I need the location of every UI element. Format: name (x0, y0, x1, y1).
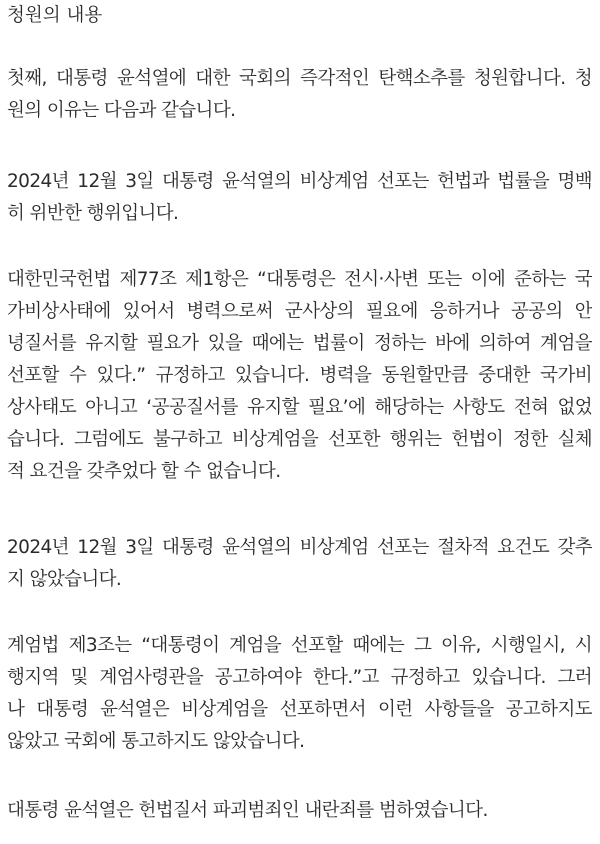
text-line: 원의 이유는 다음과 같습니다. (7, 100, 236, 121)
text-line: 대한민국헌법 제77조 제1항은 “대통령은 전시·사변 또는 이에 준하는 국 (7, 269, 592, 290)
text-line: 2024년 12월 3일 대통령 윤석열의 비상계엄 선포는 절차적 요건도 갖추 (7, 537, 592, 558)
text-line: 선포할 수 있다.” 규정하고 있습니다. 병력을 동원할만큼 중대한 국가비 (7, 365, 592, 386)
text-line: 계엄법 제3조는 “대통령이 계엄을 선포할 때에는 그 이유, 시행일시, 시 (7, 635, 592, 656)
text-line: 상사태도 아니고 ‘공공질서를 유지할 필요’에 해당하는 사항도 전혀 없었 (7, 397, 592, 418)
text-line: 지 않았습니다. (7, 569, 122, 590)
text-line: 첫째, 대통령 윤석열에 대한 국회의 즉각적인 탄핵소추를 청원합니다. 청 (7, 68, 592, 89)
text-line: 2024년 12월 3일 대통령 윤석열의 비상계엄 선포는 헌법과 법률을 명백 (7, 171, 592, 192)
text-line: 가비상사태에 있어서 병력으로써 군사상의 필요에 응하거나 공공의 안 (7, 301, 592, 322)
paragraph-martial-law-violation (7, 166, 592, 230)
paragraph-insurrection (7, 795, 592, 827)
text-line: 대통령 윤석열은 헌법질서 파괴범죄인 내란죄를 범하였습니다. (7, 800, 488, 821)
paragraph-martial-law-act-article-3 (7, 630, 592, 758)
section-heading: 청원의 내용 (7, 5, 103, 26)
paragraph-petition-request (7, 63, 592, 127)
text-line: 나 대통령 윤석열은 비상계엄을 선포하면서 이런 사항들을 공고하지도 (7, 699, 592, 720)
text-line: 습니다. 그럼에도 불구하고 비상계엄을 선포한 행위는 헌법이 정한 실체 (7, 429, 592, 450)
text-line: 않았고 국회에 통고하지도 않았습니다. (7, 731, 305, 752)
paragraph-constitution-article-77 (7, 264, 592, 488)
paragraph-procedural-requirements (7, 532, 592, 596)
text-line: 적 요건을 갖추었다 할 수 없습니다. (7, 461, 281, 482)
text-line: 히 위반한 행위입니다. (7, 203, 179, 224)
text-line: 행지역 및 계엄사령관을 공고하여야 한다.”고 규정하고 있습니다. 그러 (7, 667, 592, 688)
text-line: 녕질서를 유지할 필요가 있을 때에는 법률이 정하는 바에 의하여 계엄을 (7, 333, 592, 354)
